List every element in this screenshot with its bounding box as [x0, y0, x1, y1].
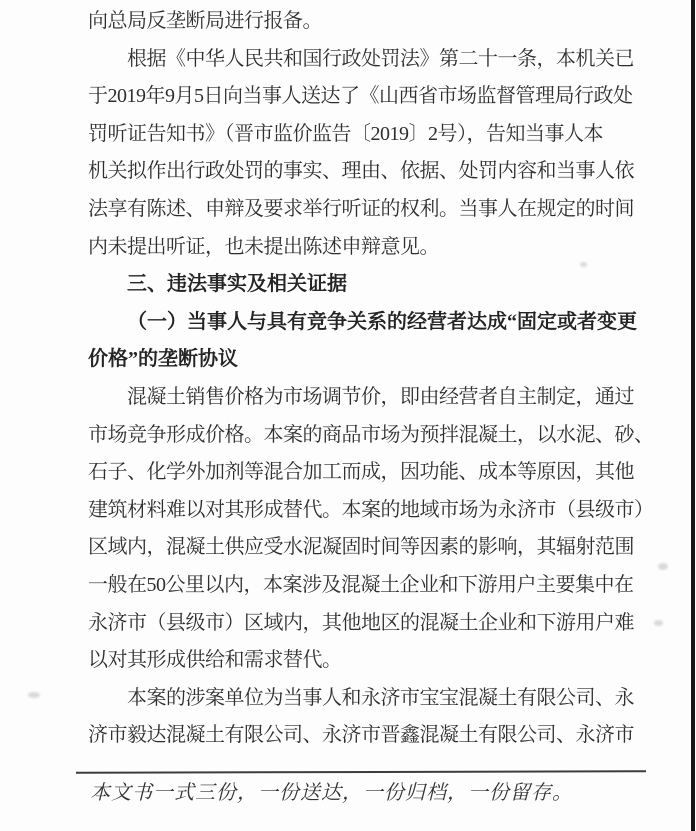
section-heading: 三、违法事实及相关证据: [127, 273, 347, 296]
body-line: 内未提出听证，也未提出陈述申辩意见。: [88, 235, 439, 258]
body-line: 市场竞争形成价格。本案的商品市场为预拌混凝土，以水泥、砂、: [88, 423, 654, 446]
body-line: 机关拟作出行政处罚的事实、理由、依据、处罚内容和当事人依: [88, 160, 634, 183]
body-line: 于2019年9月5日向当事人送达了《山西省市场监督管理局行政处: [88, 85, 633, 108]
scan-artifact: [28, 692, 40, 698]
footer-divider: [76, 770, 646, 773]
scan-artifact: [654, 620, 663, 626]
body-line: 济市毅达混凝土有限公司、永济市晋鑫混凝土有限公司、永济市: [88, 724, 634, 747]
body-line: 罚听证告知书》（晋市监价监告〔2019〕2号），告知当事人本: [88, 122, 603, 145]
scan-artifact: [580, 262, 587, 267]
document-body: [88, 3, 654, 755]
body-line: 根据《中华人民共和国行政处罚法》第二十一条，本机关已: [127, 47, 634, 70]
body-line: 以对其形成供给和需求替代。: [88, 649, 342, 672]
body-line: 石子、化学外加剂等混合加工而成，因功能、成本等原因，其他: [88, 461, 634, 484]
body-line: 向总局反垄断局进行报备。: [88, 10, 322, 32]
body-line: 永济市（县级市）区域内，其他地区的混凝土企业和下游用户难: [88, 611, 634, 634]
body-line: 一般在50公里以内，本案涉及混凝土企业和下游用户主要集中在: [88, 573, 634, 596]
body-line: 区域内，混凝土供应受水泥凝固时间等因素的影响，其辐射范围: [88, 536, 634, 559]
subsection-heading-line: 价格”的垄断协议: [88, 348, 238, 371]
subsection-heading-line: （一）当事人与具有竞争关系的经营者达成“固定或者变更: [127, 310, 637, 333]
scan-artifact: [658, 563, 668, 570]
body-line: 混凝土销售价格为市场调节价，即由经营者自主制定，通过: [127, 385, 634, 408]
body-line: 建筑材料难以对其形成替代。本案的地域市场为永济市（县级市）: [88, 498, 654, 521]
footer-note: 本文书一式三份，一份送达，一份归档，一份留存。: [90, 782, 573, 804]
body-line: 法享有陈述、申辩及要求举行听证的权利。当事人在规定的时间: [88, 197, 634, 220]
body-line: 本案的涉案单位为当事人和永济市宝宝混凝土有限公司、永: [127, 686, 634, 709]
scan-edge-shadow: [691, 0, 695, 831]
